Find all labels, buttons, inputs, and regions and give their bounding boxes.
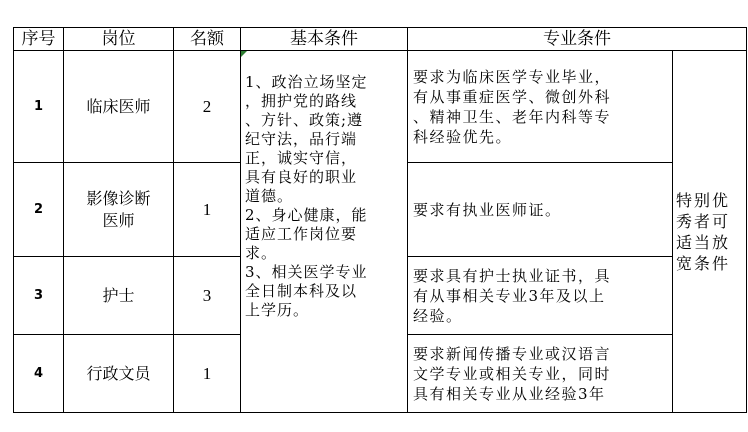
position-line: 影像诊断 (86, 188, 151, 208)
professional-cell (408, 335, 673, 413)
basic-conditions-cell (241, 51, 408, 413)
professional-cell (408, 51, 673, 163)
basic-condition-line: 求。 (245, 244, 278, 262)
professional-line: 有从事相关专业3年及以上 (413, 286, 606, 305)
extra-note-line: 宽条件 (676, 253, 731, 273)
basic-conditions-text (245, 73, 403, 320)
header-quota: 名额 (174, 28, 241, 51)
header-row (14, 28, 747, 51)
seq-cell: 2 (14, 163, 64, 257)
basic-condition-line: 道德。 (245, 187, 294, 205)
professional-line: 具有相关专业从业经验3年 (413, 384, 606, 403)
corner-mark-icon (241, 51, 247, 57)
position-cell: 临床医师 (64, 51, 174, 163)
extra-note-line: 特别优 (676, 190, 731, 210)
header-seq: 序号 (14, 28, 64, 51)
basic-condition-line: 2、身心健康，能 (245, 206, 368, 224)
seq-cell: 3 (14, 257, 64, 335)
professional-line: 有从事重症医学、微创外科 (413, 87, 612, 106)
professional-line: 要求具有护士执业证书，具 (413, 266, 612, 285)
basic-condition-line: 纪守法，品行端 (245, 130, 358, 148)
professional-line: 要求为临床医学专业毕业， (413, 67, 612, 86)
extra-note-line: 适当放 (676, 232, 731, 252)
header-basic: 基本条件 (241, 28, 408, 51)
quota-cell: 2 (174, 51, 241, 163)
extra-note-cell (673, 51, 747, 413)
professional-line: 要求有执业医师证。 (413, 200, 562, 219)
basic-condition-line: 正，诚实守信， (245, 149, 358, 167)
basic-condition-line: 、方针、政策;遵 (245, 111, 364, 129)
position-line: 医师 (102, 210, 135, 230)
table-row (14, 51, 747, 163)
header-professional: 专业条件 (408, 28, 747, 51)
seq-cell: 1 (14, 51, 64, 163)
basic-condition-line: ，拥护党的路线 (245, 92, 358, 110)
professional-line: 经验。 (413, 306, 463, 325)
professional-cell (408, 163, 673, 257)
recruitment-table (13, 27, 747, 413)
professional-line: 文学专业或相关专业，同时 (413, 364, 612, 383)
professional-line: 科经验优先。 (413, 127, 513, 146)
professional-line: 、精神卫生、老年内科等专 (413, 107, 612, 126)
basic-condition-line: 适应工作岗位要 (245, 225, 358, 243)
extra-note-line: 秀者可 (676, 211, 731, 231)
basic-condition-line: 3、相关医学专业 (245, 263, 368, 281)
header-position: 岗位 (64, 28, 174, 51)
quota-cell: 1 (174, 335, 241, 413)
quota-cell: 1 (174, 163, 241, 257)
professional-cell (408, 257, 673, 335)
quota-cell: 3 (174, 257, 241, 335)
position-cell: 行政文员 (64, 335, 174, 413)
basic-condition-line: 上学历。 (245, 301, 310, 319)
seq-cell: 4 (14, 335, 64, 413)
basic-condition-line: 具有良好的职业 (245, 168, 358, 186)
position-cell: 护士 (64, 257, 174, 335)
professional-line: 要求新闻传播专业或汉语言 (413, 344, 612, 363)
position-cell (64, 163, 174, 257)
basic-condition-line: 1、政治立场坚定 (245, 73, 368, 91)
basic-condition-line: 全日制本科及以 (245, 282, 358, 300)
